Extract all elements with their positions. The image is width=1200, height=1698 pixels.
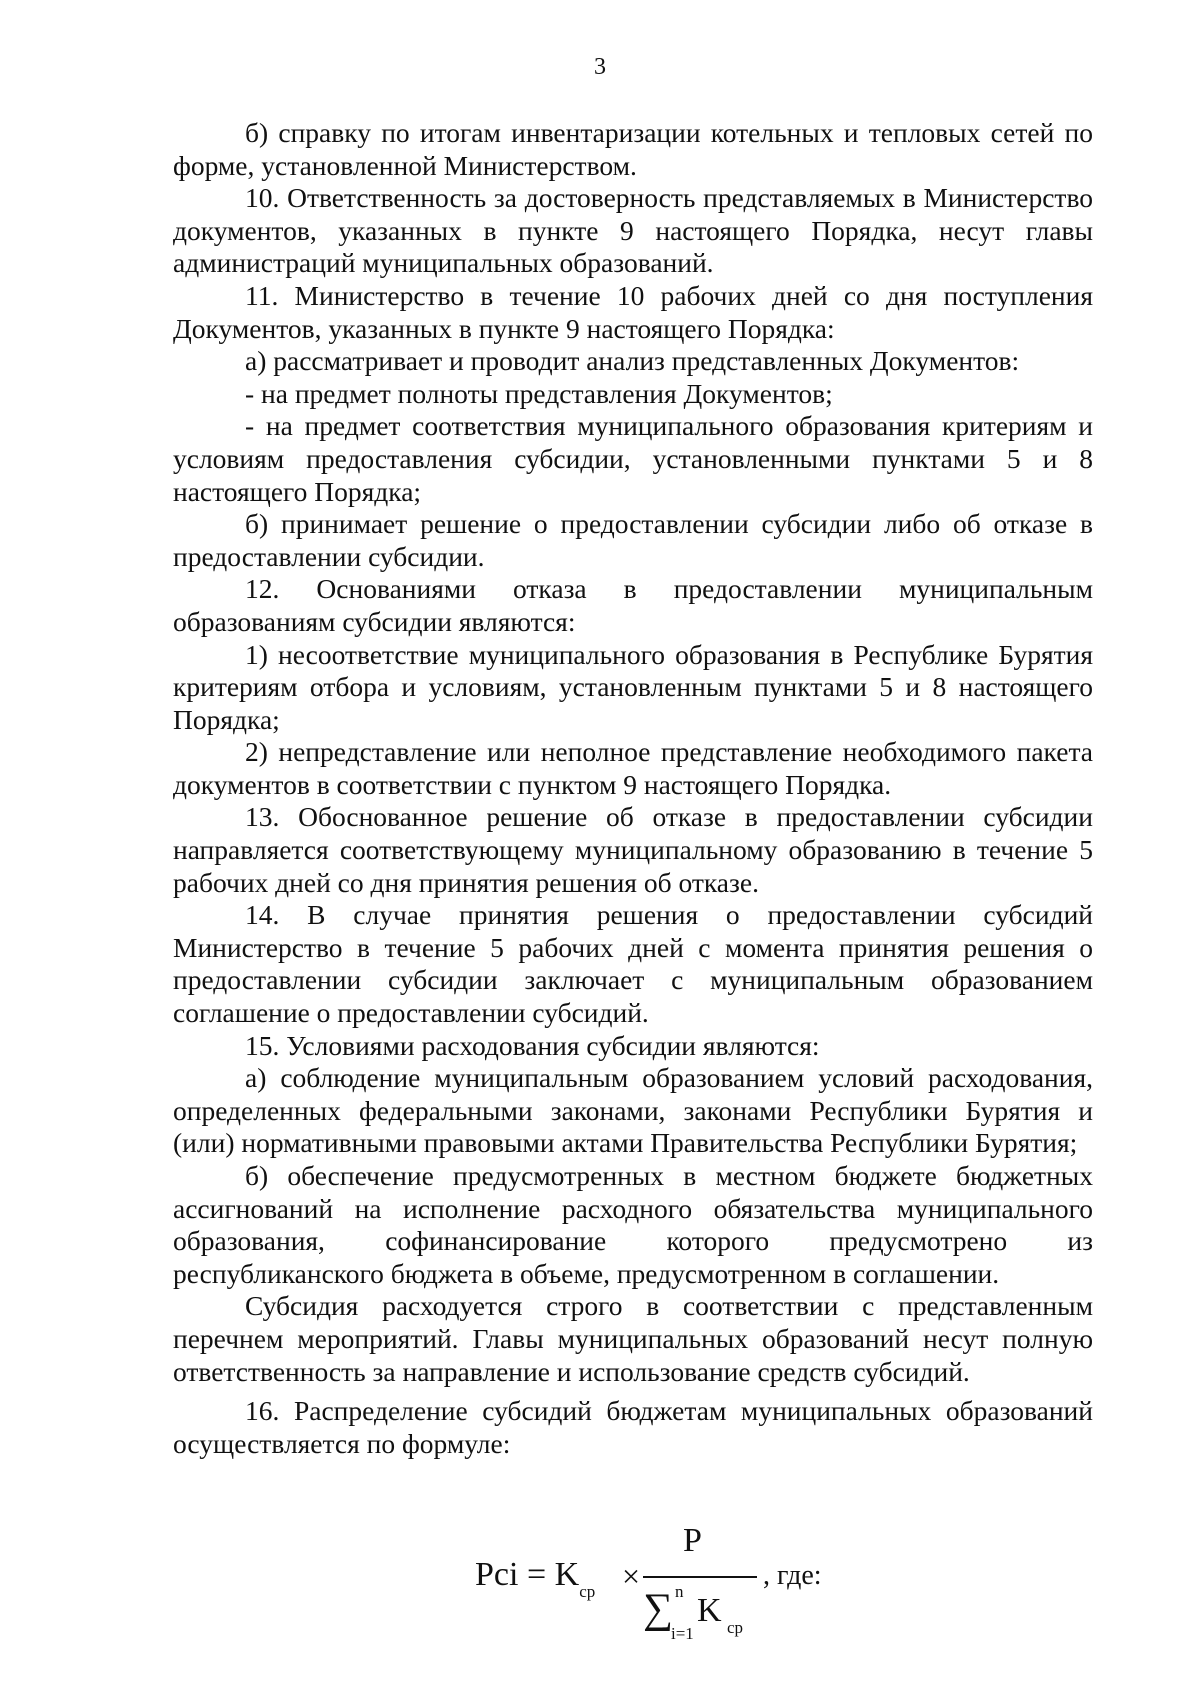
sum-lower-limit: i=1 xyxy=(671,1624,694,1643)
paragraph: 1) несоответствие муниципального образования в Республике Бурятия критериям отбора и условиям, установленным пунктами 5 и 8 настоящего Порядка; xyxy=(173,638,1093,735)
sum-upper-limit: n xyxy=(675,1582,684,1601)
paragraph: 10. Ответственность за достоверность представляемых в Министерство документов, указанных в пункте 9 настоящего Порядка, несут главы администраций муниципальных образований. xyxy=(173,182,1093,279)
paragraph: 12. Основаниями отказа в предоставлении муниципальным образованиям субсидии являются: xyxy=(173,573,1093,637)
distribution-formula xyxy=(475,1518,995,1668)
sum-symbol: ∑ xyxy=(643,1586,673,1632)
formula-denominator-subscript: ср xyxy=(727,1618,744,1637)
paragraph: 16. Распределение субсидий бюджетам муниципальных образований осуществляется по формуле: xyxy=(173,1395,1093,1459)
paragraph: - на предмет соответствия муниципального образования критериям и условиям предоставления субсидии, установленными пунктами 5 и 8 настоящего Порядка; xyxy=(173,410,1093,507)
page-number: 3 xyxy=(594,54,606,80)
formula-k-subscript: ср xyxy=(579,1582,596,1601)
paragraph: 11. Министерство в течение 10 рабочих дней со дня поступления Документов, указанных в пункте 9 настоящего Порядка: xyxy=(173,279,1093,344)
document-body xyxy=(173,117,1093,1460)
paragraph: 2) непредставление или неполное представление необходимого пакета документов в соответствии с пунктом 9 настоящего Порядка. xyxy=(173,736,1093,800)
paragraph: б) принимает решение о предоставлении субсидии либо об отказе в предоставлении субсидии. xyxy=(173,508,1093,572)
paragraph: б) обеспечение предусмотренных в местном бюджете бюджетных ассигнований на исполнение расходного обязательства муниципального образования, софинансирование которого предусмотрено из республиканского бюджета в объеме, предусмотренном в соглашении. xyxy=(173,1160,1093,1289)
paragraph: 13. Обоснованное решение об отказе в предоставлении субсидии направляется соответствующему муниципальному образованию в течение 5 рабочих дней со дня принятия решения об отказе. xyxy=(173,801,1093,898)
paragraph: а) рассматривает и проводит анализ представленных Документов: xyxy=(245,345,1020,377)
formula-where: , где: xyxy=(763,1560,822,1591)
fraction-bar xyxy=(643,1576,757,1578)
paragraph: - на предмет полноты представления Документов; xyxy=(245,377,833,409)
paragraph: б) справку по итогам инвентаризации котельных и тепловых сетей по форме, установленной Министерством. xyxy=(173,117,1093,181)
formula-times-sign: × xyxy=(622,1558,641,1594)
paragraph: а) соблюдение муниципальным образованием условий расходования, определенных федеральными законами, законами Республики Бурятия и (или) нормативными правовыми актами Правительства Республики Бурятия; xyxy=(173,1062,1093,1159)
paragraph: Субсидия расходуется строго в соответствии с представленным перечнем мероприятий. Главы муниципальных образований несут полную ответственность за направление и использование средств субсидий. xyxy=(173,1290,1093,1387)
paragraph: 15. Условиями расходования субсидии являются: xyxy=(245,1029,820,1061)
formula-denominator-k: K xyxy=(697,1592,722,1629)
paragraph: 14. В случае принятия решения о предоставлении субсидий Министерство в течение 5 рабочих дней с момента принятия решения о предоставлении субсидии заключает с муниципальным образованием соглашение о предоставлении субсидий. xyxy=(173,899,1093,1029)
formula-lhs xyxy=(475,1556,596,1601)
formula-numerator: P xyxy=(683,1522,702,1559)
formula-lhs-text: Pci = K xyxy=(475,1556,580,1593)
